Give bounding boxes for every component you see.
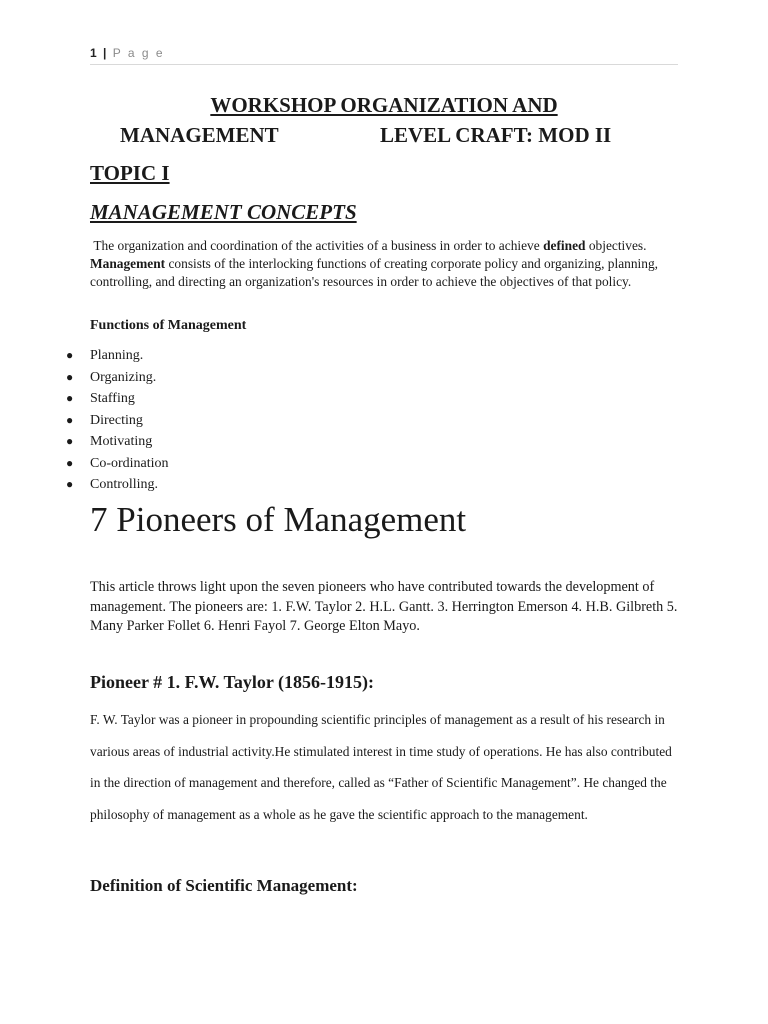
intro-bold-management: Management [90,256,166,271]
page-header [90,46,678,65]
list-item [66,453,169,475]
pioneer1-heading: Pioneer # 1. F.W. Taylor (1856-1915): [90,672,375,692]
function-label: Controlling. [90,477,159,492]
definition-heading: Definition of Scientific Management: [90,876,358,895]
intro-text-1: The organization and coordination of the activities of a business in order to achieve [93,238,540,253]
taylor-paragraph: F. W. Taylor was a pioneer in propounding scientific principles of management as a result of his research in various areas of industrial activity.He stimulated interest in time study of operations. He has also contributed in the direction of management and therefore, called as “Father of Scientific Management”. He changed the philosophy of management as a whole as he gave the scientific approach to the management. [90,712,672,822]
list-item [66,388,169,410]
function-label: Directing [90,412,143,428]
intro-bold-defined: defined [543,238,586,253]
function-label: Planning. [90,348,144,363]
functions-list [66,345,169,496]
bullet-icon: ● [66,391,74,405]
title-level-craft: LEVEL CRAFT: MOD II [380,123,612,147]
intro-text-3: consists of the interlocking functions of creating corporate policy and organizing, planning, controlling, and directing an organization's resources in order to achieve the objectives of that policy. [90,256,658,289]
functions-heading: Functions of Management [90,318,247,333]
bullet-icon: ● [66,455,74,470]
bullet-icon: ● [66,477,74,491]
list-item [66,345,169,367]
intro-text-2: objectives. [588,238,647,253]
topic-heading: TOPIC I [90,161,170,185]
bullet-icon: ● [66,369,74,384]
page-number: 1 [90,46,97,60]
bullet-icon: ● [66,412,74,427]
function-label: Motivating [90,434,153,449]
intro-paragraph [90,237,680,291]
page-label: P a g e [112,46,165,60]
title-management: MANAGEMENT [120,123,279,147]
function-label: Staffing [90,391,135,406]
bullet-icon: ● [66,434,74,448]
section-heading: MANAGEMENT CONCEPTS [90,200,357,224]
list-item [66,410,169,432]
article-paragraph: This article throws light upon the seven pioneers who have contributed towards the development of management. The pioneers are: 1. F.W. Taylor 2. H.L. Gantt. 3. Herrington Emerson 4. H.B. Gilbreth 5. Many Parker Follet 6. Henri Fayol 7. George Elton Mayo. [90,579,678,634]
list-item [66,431,169,453]
function-label: Co-ordination [90,455,169,471]
list-item [66,367,169,389]
list-item [66,474,169,496]
pioneers-heading: 7 Pioneers of Management [90,500,467,539]
function-label: Organizing. [90,369,157,385]
bullet-icon: ● [66,348,74,362]
page-separator: | [103,46,107,60]
document-title-line1: WORKSHOP ORGANIZATION AND [210,93,558,117]
